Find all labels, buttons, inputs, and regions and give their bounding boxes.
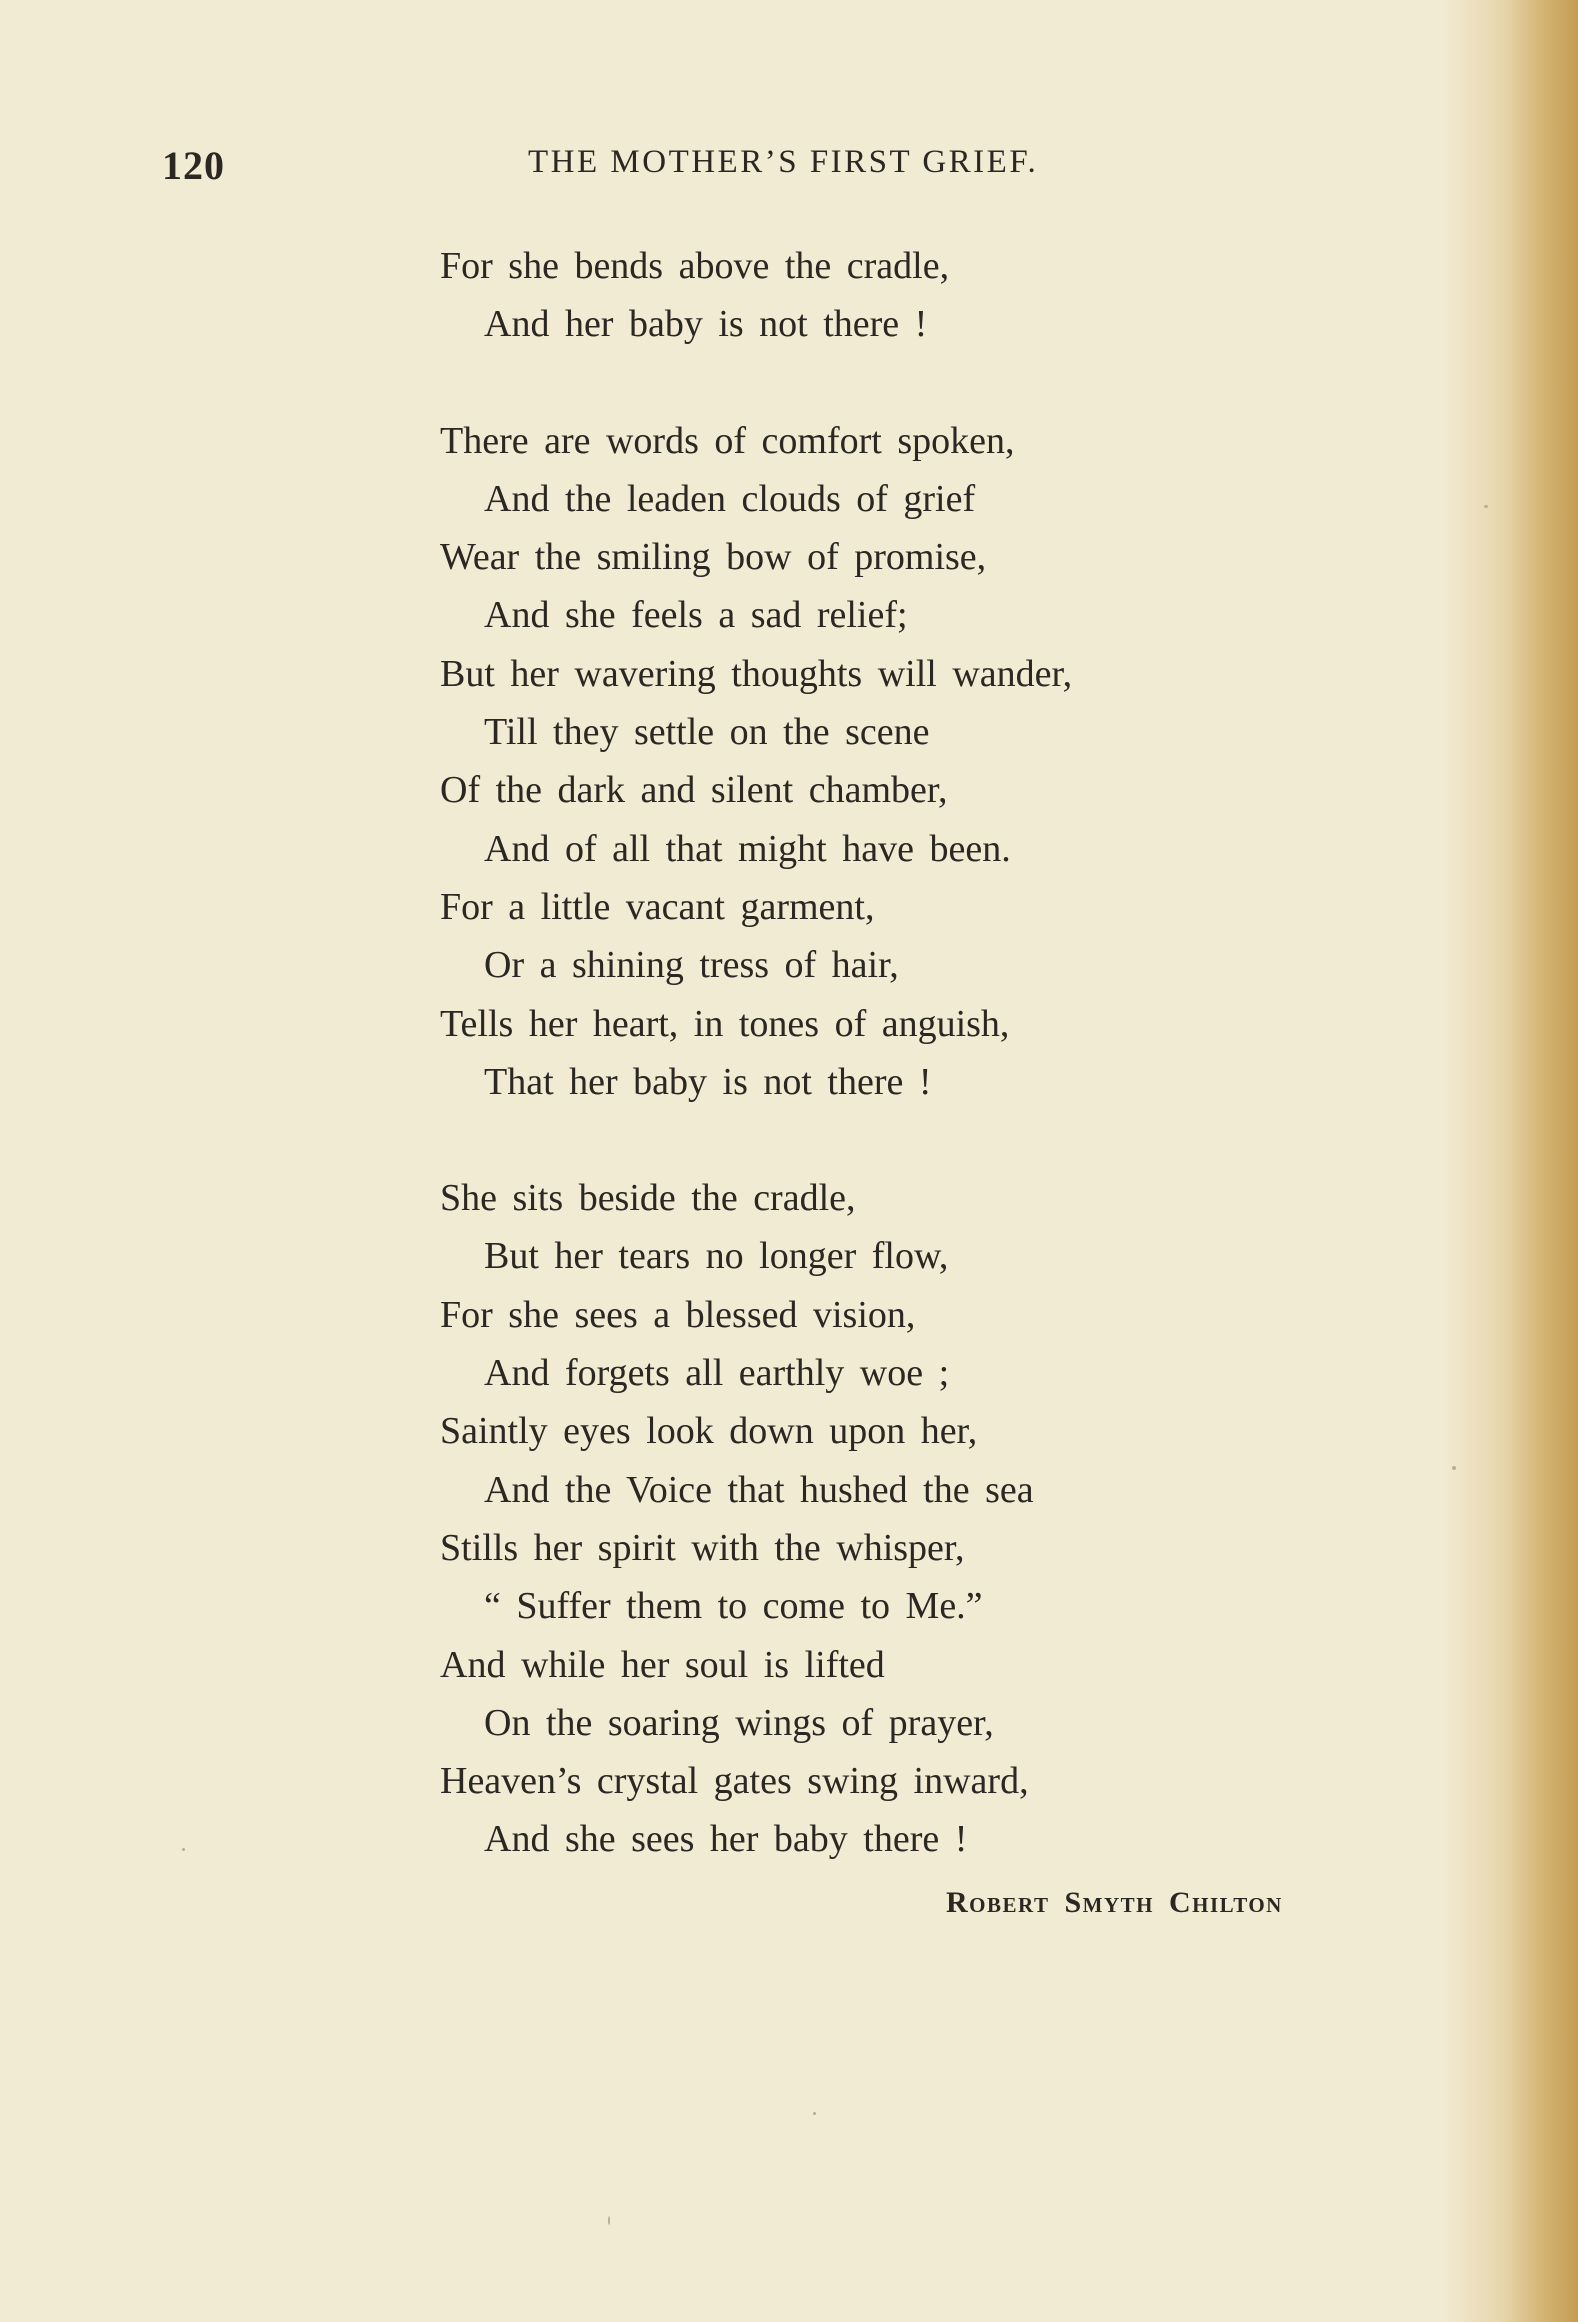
poem-line: For a little vacant garment, bbox=[440, 885, 875, 928]
paper-speck bbox=[182, 1848, 185, 1851]
poem-line: And she sees her baby there ! bbox=[484, 1818, 968, 1861]
poem-line: Till they settle on the scene bbox=[484, 711, 930, 754]
page-header bbox=[0, 142, 1578, 192]
poem-line: Saintly eyes look down upon her, bbox=[440, 1410, 978, 1453]
poem-line: And the Voice that hushed the sea bbox=[484, 1468, 1034, 1511]
poem-line: Of the dark and silent chamber, bbox=[440, 769, 948, 812]
paper-speck bbox=[813, 2112, 816, 2115]
poem-body bbox=[440, 237, 1340, 1869]
poem-line: And of all that might have been. bbox=[484, 827, 1011, 870]
stanza-3 bbox=[440, 1169, 1340, 1869]
page-number: 120 bbox=[162, 143, 225, 188]
poem-line: “ Suffer them to come to Me.” bbox=[484, 1585, 983, 1628]
poem-line: Stills her spirit with the whisper, bbox=[440, 1526, 965, 1569]
poem-line: For she sees a blessed vision, bbox=[440, 1293, 916, 1336]
stanza-2 bbox=[440, 412, 1340, 1112]
poem-line: Tells her heart, in tones of anguish, bbox=[440, 1002, 1010, 1045]
stanza-1 bbox=[440, 237, 1340, 354]
poem-line: Or a shining tress of hair, bbox=[484, 944, 899, 987]
poem-line: Wear the smiling bow of promise, bbox=[440, 536, 987, 579]
poem-line: There are words of comfort spoken, bbox=[440, 419, 1015, 462]
running-title: THE MOTHER’S FIRST GRIEF. bbox=[528, 144, 1039, 180]
poem-line: And while her soul is lifted bbox=[440, 1643, 885, 1686]
paper-speck bbox=[1452, 1466, 1456, 1470]
poem-line: For she bends above the cradle, bbox=[440, 245, 950, 287]
poem-line: And she feels a sad relief; bbox=[484, 594, 908, 637]
poem-line: That her baby is not there ! bbox=[484, 1060, 932, 1103]
author-attribution: Robert Smyth Chilton bbox=[946, 1886, 1283, 1919]
paper-speck bbox=[608, 2216, 610, 2225]
poem-line: But her wavering thoughts will wander, bbox=[440, 652, 1073, 695]
poem-line: And her baby is not there ! bbox=[484, 303, 928, 346]
poem-line: But her tears no longer flow, bbox=[484, 1235, 949, 1278]
poem-line: And the leaden clouds of grief bbox=[484, 477, 976, 520]
poem-line: On the soaring wings of prayer, bbox=[484, 1701, 994, 1744]
poem-line: She sits beside the cradle, bbox=[440, 1177, 856, 1220]
poem-line: And forgets all earthly woe ; bbox=[484, 1352, 950, 1395]
poem-line: Heaven’s crystal gates swing inward, bbox=[440, 1760, 1029, 1803]
paper-speck bbox=[1484, 505, 1488, 508]
